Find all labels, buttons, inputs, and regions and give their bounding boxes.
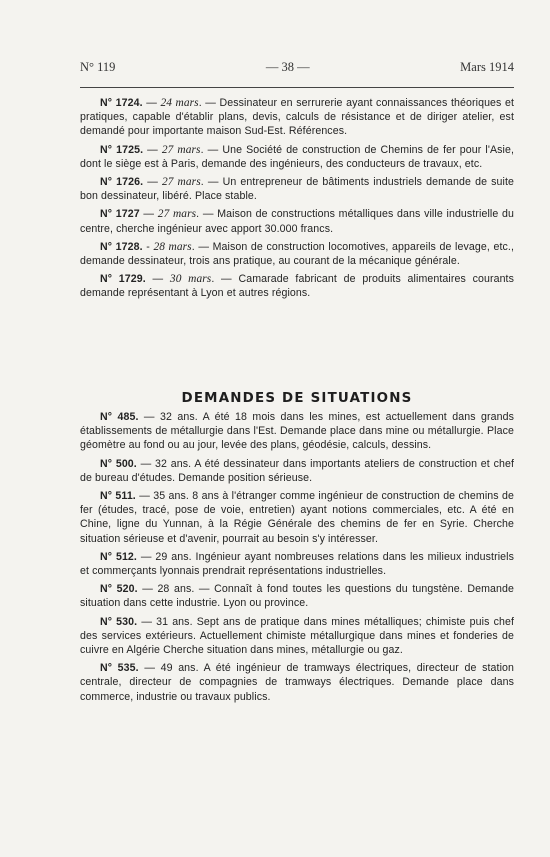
entry-number: N° 535. <box>100 662 139 675</box>
issue-number: N° 119 <box>80 60 116 74</box>
demande-entry <box>80 457 514 485</box>
offre-entry <box>80 96 514 139</box>
entry-number: N° 511. <box>100 490 136 503</box>
entry-separator: - <box>142 240 154 253</box>
entry-text: — 31 ans. Sept ans de pratique dans mines métalliques; chimiste puis chef des services extérieurs. Actuellement chimiste métallurgique dans mines et fonderies de cuivre en Algérie Cherche situation dans mines, métallurgie ou gaz. <box>80 615 515 657</box>
entry-number: N° 520. <box>100 583 138 596</box>
header-rule <box>80 87 514 88</box>
demande-entry <box>80 615 514 658</box>
entry-number: N° 1728. <box>100 240 143 253</box>
entry-text: — 29 ans. Ingénieur ayant nombreuses relations dans les milieux industriels et commerçants lyonnais prendrait représentations industrielles. <box>80 550 515 578</box>
offre-entry <box>80 272 514 300</box>
offres-section <box>80 96 514 305</box>
offre-entry <box>80 207 514 235</box>
demandes-section <box>80 410 514 708</box>
entry-text: — 32 ans. A été dessinateur dans importants ateliers de construction et chef de bureau d'études. Demande position sérieuse. <box>80 457 515 484</box>
entry-separator: — <box>143 176 162 189</box>
entry-text: — 32 ans. A été 18 mois dans les mines, est actuellement dans grands établissements de métallurgie dans l'Est. Demande place dans mine ou métallurgie. Place géomètre au fond ou au jour, levée des plans, géodésie, calculs, dessins. <box>80 411 515 452</box>
entry-date: 27 mars <box>161 143 201 156</box>
entry-separator: — <box>139 208 158 221</box>
entry-number: N° 500. <box>100 457 137 470</box>
offre-entry <box>80 175 514 203</box>
page-number: — 38 — <box>265 60 310 74</box>
offre-entry <box>80 240 514 268</box>
demande-entry <box>80 489 514 546</box>
entry-date: 28 mars <box>153 240 192 253</box>
section-heading: DEMANDES DE SITUATIONS <box>181 391 413 406</box>
entry-number: N° 1727 <box>100 208 140 221</box>
entry-separator: — <box>142 97 161 109</box>
entry-text: . — Maison de constructions métalliques dans ville industrielle du centre, cherche ingénieur avec apport 30.000 francs. <box>80 208 514 235</box>
entry-number: N° 512. <box>100 550 137 563</box>
entry-date: 27 mars <box>157 208 197 221</box>
demande-entry <box>80 410 514 453</box>
entry-text: — 28 ans. — Connaît à fond toutes les questions du tungstène. Demande situation dans cette industrie. Lyon ou province. <box>80 583 514 610</box>
entry-number: N° 530. <box>100 615 138 628</box>
entry-separator: — <box>145 273 170 286</box>
entry-text: . — Une Société de construction de Chemins de fer pour l'Asie, dont le siège est à Paris, demande des ingénieurs, des conducteurs de travaux, etc. <box>80 143 515 170</box>
offre-entry <box>80 143 514 171</box>
entry-number: N° 1726. <box>100 176 144 189</box>
entry-text: . — Dessinateur en serrurerie ayant connaissances théoriques et pratiques, capable d'établir plans, devis, calculs de résistance et de diriger atelier, est demandé pour importante maison Sud-Est. Références. <box>80 97 515 138</box>
entry-text: . — Un entrepreneur de bâtiments industriels demande de suite bon dessinateur, libéré. Place stable. <box>80 176 515 203</box>
entry-date: 24 mars <box>160 97 199 109</box>
issue-date: Mars 1914 <box>460 60 514 74</box>
entry-text: — 35 ans. 8 ans à l'étranger comme ingénieur de construction de chemins de fer (études, tracé, pose de voie, entretien) ayant notions commerciales, etc. A été en Chine, ligne du Yunnan, à la Régie Générale des chemins de fer en Syrie. Cherche situation sérieuse et d'avenir, pourrait au besoin s'y intéresser. <box>80 490 514 545</box>
entry-date: 27 mars <box>162 176 201 189</box>
entry-number: N° 1724. <box>100 97 143 109</box>
entry-number: N° 1725. <box>100 143 144 156</box>
demande-entry <box>80 582 514 610</box>
entry-number: N° 1729. <box>100 273 146 286</box>
entry-text: . — Maison de construction locomotives, appareils de levage, etc., demande dessinateur, trois ans pratique, au courant de la mécanique générale. <box>80 240 514 268</box>
demande-entry <box>80 661 514 704</box>
demande-entry <box>80 550 514 578</box>
entry-number: N° 485. <box>100 411 139 423</box>
entry-separator: — <box>143 143 162 156</box>
entry-text: . — Camarade fabricant de produits alimentaires courants demande représentant à Lyon et autres régions. <box>80 273 514 300</box>
running-header <box>80 60 514 75</box>
entry-date: 30 mars <box>169 273 212 286</box>
entry-text: — 49 ans. A été ingénieur de tramways électriques, directeur de station centrale, directeur de compagnies de tramways électriques. Demande place dans commerce, industrie ou travaux publics. <box>80 662 515 703</box>
